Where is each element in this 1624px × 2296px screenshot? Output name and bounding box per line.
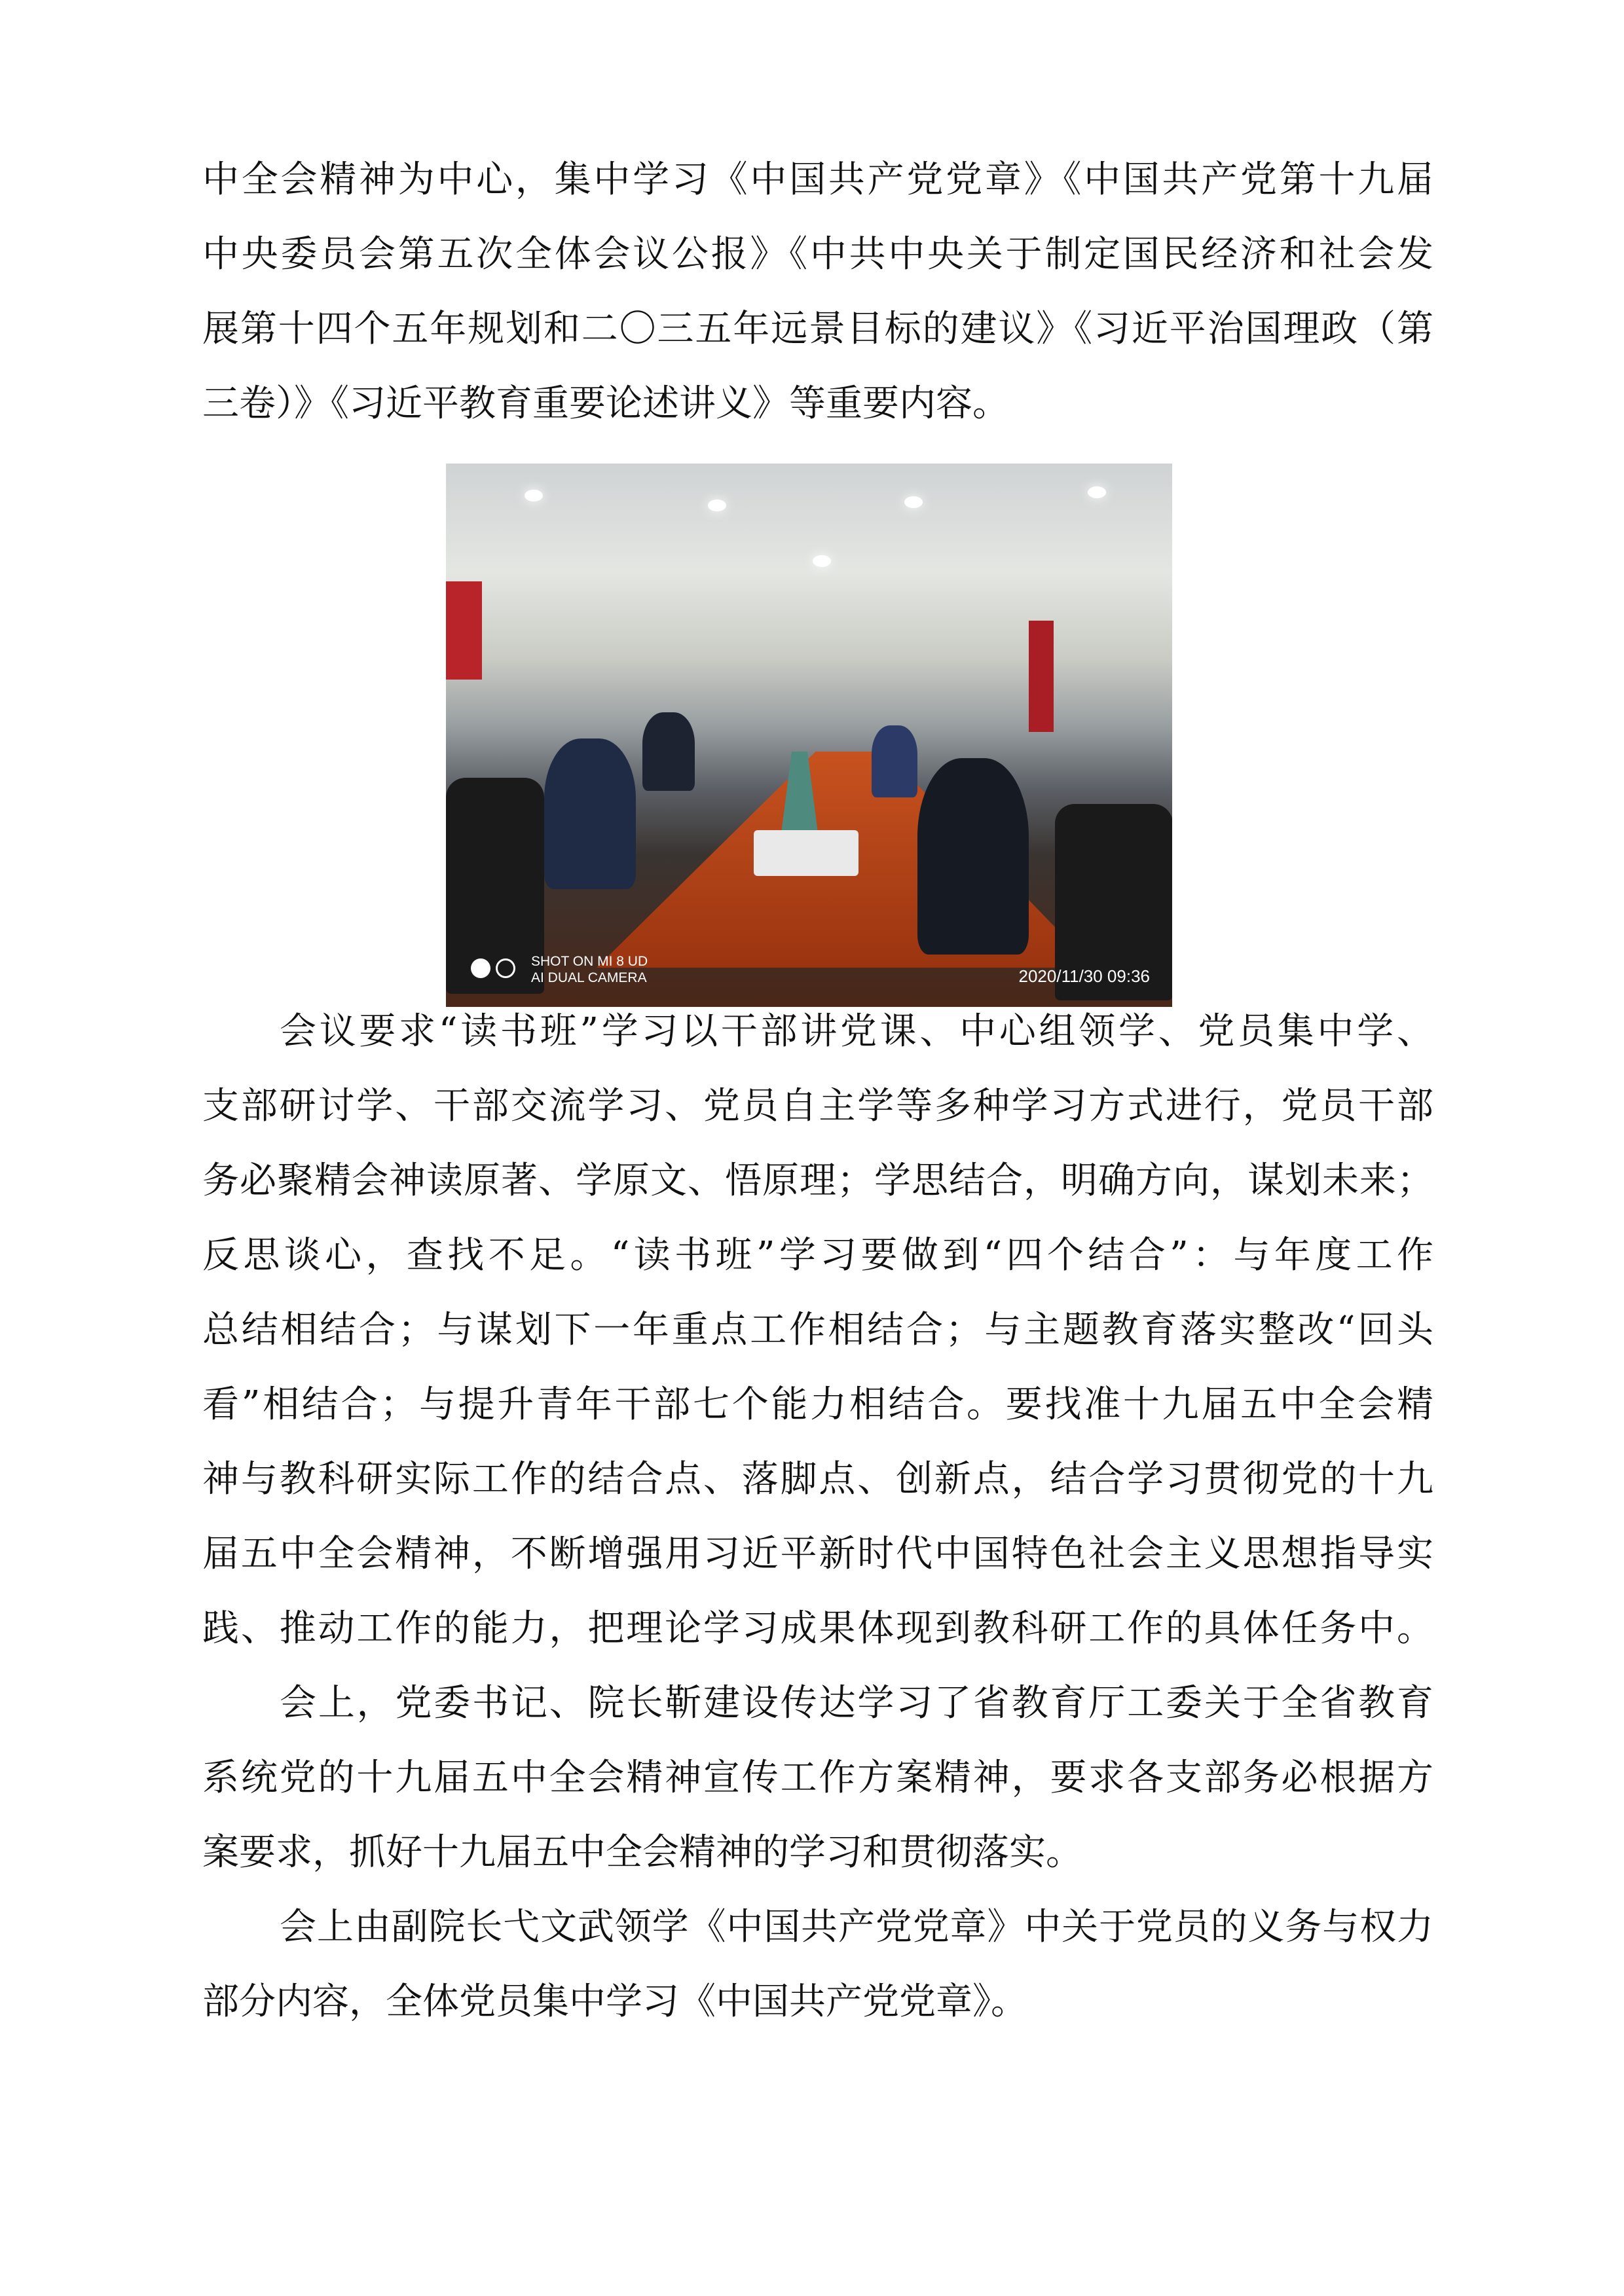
text-line: 看”相结合；与提升青年干部七个能力相结合。要找准十九届五中全会精 [202, 1383, 1433, 1426]
person [544, 738, 636, 889]
text-line: 支部研讨学、干部交流学习、党员自主学等多种学习方式进行，党员干部 [202, 1085, 1433, 1127]
text-line: 总结相结合；与谋划下一年重点工作相结合；与主题教育落实整改“回头 [202, 1309, 1433, 1351]
text-line: 务必聚精会神读原著、学原文、悟原理；学思结合，明确方向，谋划未来； [202, 1159, 1433, 1202]
meeting-photo [446, 464, 1172, 1007]
camera-watermark [531, 953, 648, 986]
watermark-line: AI DUAL CAMERA [531, 970, 647, 985]
text-line: 会上由副院长弋文武领学《中国共产党党章》中关于党员的义务与权力 [280, 1906, 1433, 1948]
ceiling-light [708, 500, 726, 511]
projector [754, 830, 858, 876]
text-line: 中央委员会第五次全体会议公报》《中共中央关于制定国民经济和社会发 [202, 233, 1433, 276]
person [642, 712, 695, 791]
person [917, 758, 1029, 955]
chair [446, 778, 544, 994]
camera-watermark-dot-icon [471, 958, 490, 978]
person [872, 725, 917, 797]
photo-timestamp: 2020/11/30 09:36 [1018, 966, 1150, 986]
ceiling-light [1088, 486, 1106, 498]
text-line: 三卷）》《习近平教育重要论述讲义》等重要内容。 [202, 382, 1009, 425]
text-line: 展第十四个五年规划和二〇三五年远景目标的建议》《习近平治国理政（第 [202, 308, 1433, 350]
ceiling-light [525, 490, 543, 501]
ceiling-light [813, 555, 831, 567]
text-line: 会议要求“读书班”学习以干部讲党课、中心组领学、党员集中学、 [280, 1010, 1433, 1053]
text-line: 系统党的十九届五中全会精神宣传工作方案精神，要求各支部务必根据方 [202, 1757, 1433, 1799]
text-line: 神与教科研实际工作的结合点、落脚点、创新点，结合学习贯彻党的十九 [202, 1458, 1433, 1501]
watermark-line: SHOT ON MI 8 UD [531, 954, 648, 969]
camera-watermark-ring-icon [496, 958, 515, 978]
text-line: 会上，党委书记、院长靳建设传达学习了省教育厅工委关于全省教育 [280, 1682, 1433, 1724]
body-text [202, 994, 1433, 2039]
text-line: 部分内容，全体党员集中学习《中国共产党党章》。 [202, 1980, 1027, 2023]
text-line: 反思谈心，查找不足。“读书班”学习要做到“四个结合”：与年度工作 [202, 1234, 1433, 1277]
text-line: 届五中全会精神，不断增强用习近平新时代中国特色社会主义思想指导实 [202, 1533, 1433, 1575]
red-banner [1029, 621, 1054, 732]
text-line: 践、推动工作的能力，把理论学习成果体现到教科研工作的具体任务中。 [202, 1607, 1433, 1650]
red-banner [446, 581, 482, 680]
intro-paragraph [202, 143, 1433, 441]
ceiling-light [904, 496, 923, 508]
text-line: 案要求，抓好十九届五中全会精神的学习和贯彻落实。 [202, 1831, 1082, 1874]
text-line: 中全会精神为中心，集中学习《中国共产党党章》《中国共产党第十九届 [202, 158, 1433, 201]
